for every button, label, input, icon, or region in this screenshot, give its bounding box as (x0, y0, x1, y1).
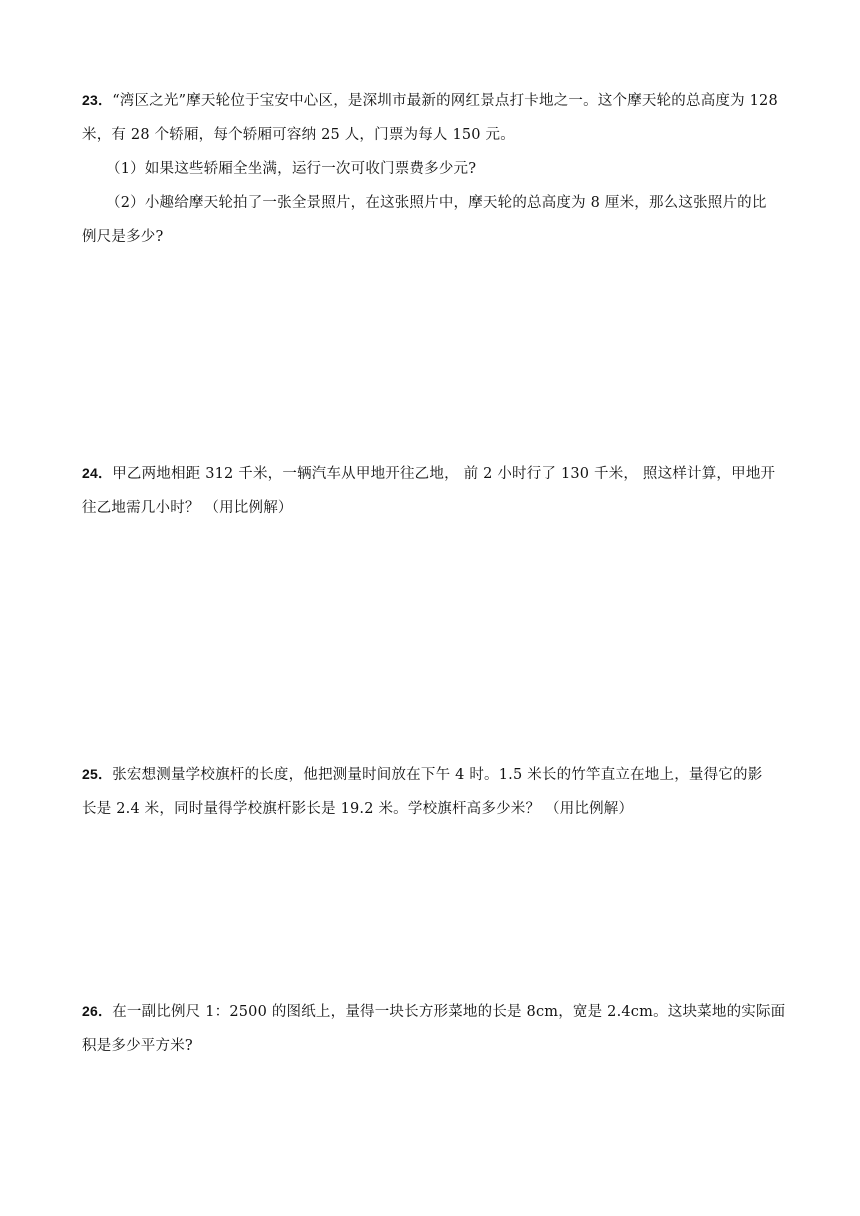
question-24-number: 24． (82, 465, 113, 481)
question-23-number: 23． (82, 92, 113, 108)
question-24-line-2: 往乙地需几小时？ （用比例解） (82, 500, 293, 516)
question-26-number: 26． (82, 1003, 113, 1019)
question-23-text-1: “湾区之光”摩天轮位于宝安中心区，是深圳市最新的网红景点打卡地之一。这个摩天轮的总高度为 128 (112, 93, 778, 109)
question-24-line-1 (82, 456, 810, 491)
question-26-text-1: 在一副比例尺 1：2500 的图纸上，量得一块长方形菜地的长是 8cm，宽是 2.4cm。这块菜地的实际面 (112, 1004, 786, 1020)
question-26-line-1 (82, 994, 810, 1029)
question-23-subquestion-2: （2）小趣给摩天轮拍了一张全景照片，在这张照片中，摩天轮的总高度为 8 厘米，那么这张照片的比 (106, 195, 767, 211)
question-24 (82, 456, 810, 525)
question-23-subquestion-1: （1）如果这些轿厢全坐满，运行一次可收门票费多少元? (106, 161, 477, 177)
question-23-line-1 (82, 83, 810, 118)
question-25-line-2: 长是 2.4 米，同时量得学校旗杆影长是 19.2 米。学校旗杆高多少米？ （用比例解） (82, 801, 634, 817)
question-23 (82, 83, 810, 254)
question-24-text-1: 甲乙两地相距 312 千米，一辆汽车从甲地开往乙地， 前 2 小时行了 130 千米， 照这样计算，甲地开 (112, 466, 776, 482)
question-26-line-2: 积是多少平方米? (82, 1038, 193, 1054)
question-25-line-1 (82, 757, 810, 792)
question-23-subquestion-2-tail: 例尺是多少? (82, 229, 164, 245)
question-25-number: 25． (82, 766, 113, 782)
question-25-text-1: 张宏想测量学校旗杆的长度，他把测量时间放在下午 4 时。1.5 米长的竹竿直立在地上，量得它的影 (112, 767, 763, 783)
question-23-line-2: 米，有 28 个轿厢，每个轿厢可容纳 25 人，门票为每人 150 元。 (82, 127, 515, 143)
question-26 (82, 994, 810, 1063)
question-25 (82, 757, 810, 826)
